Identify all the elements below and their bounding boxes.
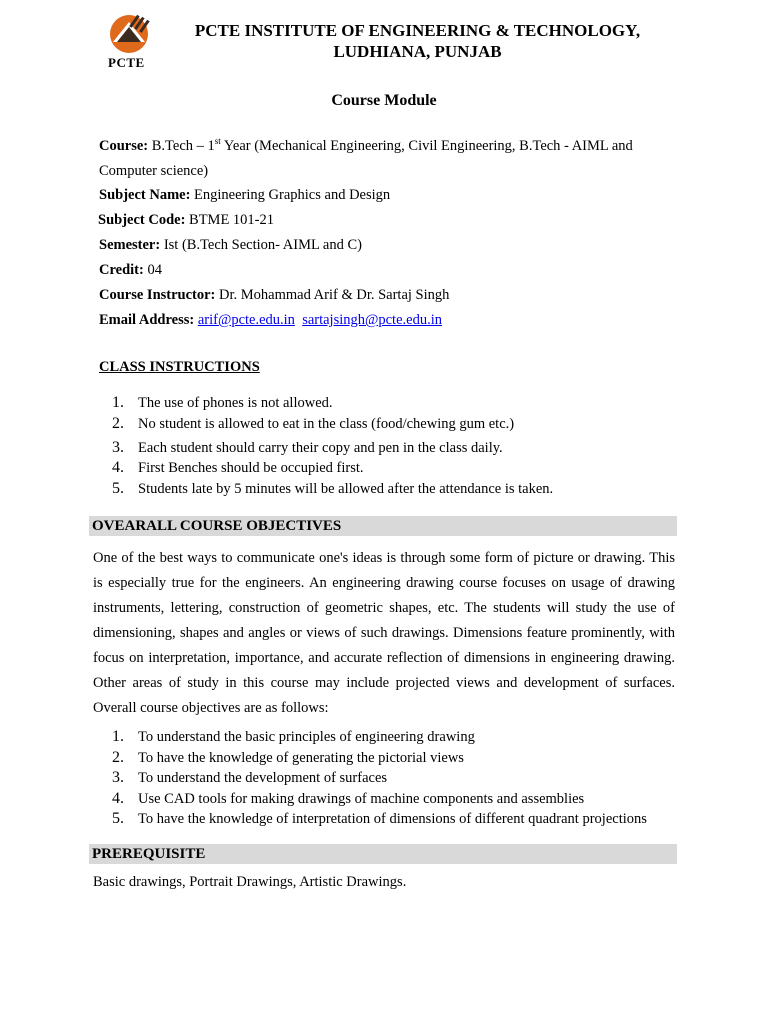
list-item: 2. No student is allowed to eat in the class (food/chewing gum etc.) (112, 414, 515, 432)
list-item: 3. To understand the development of surfaces (112, 769, 388, 786)
subject-code-row (98, 210, 678, 230)
logo-caption: PCTE (108, 55, 145, 70)
subject-code-label: Subject Code: (98, 212, 186, 228)
course-label: Course: (99, 138, 149, 154)
institute-title-line-1: PCTE INSTITUTE OF ENGINEERING & TECHNOLOGY, (194, 21, 641, 40)
instructor-value: Dr. Mohammad Arif & Dr. Sartaj Singh (215, 287, 450, 303)
list-item: 1. The use of phones is not allowed. (112, 394, 333, 411)
list-item: 2. To have the knowledge of generating the pictorial views (112, 748, 464, 766)
subject-code-value: BTME 101-21 (185, 212, 275, 228)
list-item: 5. Students late by 5 minutes will be allowed after the attendance is taken. (112, 479, 554, 497)
course-value-sup: st (214, 136, 221, 147)
subject-name-label: Subject Name: (99, 187, 191, 203)
objectives-list (112, 728, 682, 831)
course-value-post: Year (Mechanical Engineering, Civil Engineering, B.Tech - AIML and Computer science) (99, 138, 633, 179)
objectives-heading: OVEARALL COURSE OBJECTIVES (89, 516, 677, 536)
credit-label: Credit: (99, 262, 144, 278)
institute-title-line-2: LUDHIANA, PUNJAB (333, 42, 502, 61)
prerequisite-heading: PREREQUISITE (89, 844, 677, 864)
subject-name-row (99, 185, 679, 205)
page-title: Course Module (331, 92, 437, 109)
semester-row (99, 235, 679, 255)
credit-value: 04 (143, 262, 162, 278)
list-item: 3. Each student should carry their copy and pen in the class daily. (112, 438, 503, 456)
instructor-row (99, 285, 679, 305)
list-item: 1. To understand the basic principles of engineering drawing (112, 728, 475, 745)
semester-label: Semester: (99, 237, 161, 253)
list-item: 5. To have the knowledge of interpretation of dimensions of different quadrant projections (112, 810, 647, 827)
prerequisite-text: Basic drawings, Portrait Drawings, Artistic Drawings. (93, 874, 407, 890)
class-instructions-heading: CLASS INSTRUCTIONS (99, 359, 260, 375)
email-link-arif[interactable]: arif@pcte.edu.in (197, 312, 295, 328)
list-item: 4. First Benches should be occupied first. (112, 459, 364, 476)
instructor-label: Course Instructor: (99, 287, 216, 303)
course-value-pre: B.Tech – 1 (148, 138, 215, 154)
list-item: 4. Use CAD tools for making drawings of machine components and assemblies (112, 789, 585, 807)
credit-row (99, 260, 679, 280)
email-row (99, 310, 679, 330)
objectives-paragraph: One of the best ways to communicate one's ideas is through some form of picture or drawing. This is especially true for the engineers. An engineering drawing course focuses on usage of drawing instruments, lettering, construction of geometric shapes, etc. The students will study the use of dimensioning, shapes and angles or views of such drawings. Dimensions feature prominently, with focus on interpretation, importance, and accurate reflection of dimensions in engineering drawing. Other areas of study in this course may include projected views and development of surfaces. Overall course objectives are as follows: (93, 550, 675, 716)
course-info (99, 134, 679, 184)
class-instructions-list (112, 394, 682, 500)
subject-name-value: Engineering Graphics and Design (190, 187, 391, 203)
semester-value: Ist (B.Tech Section- AIML and C) (160, 237, 362, 253)
email-label: Email Address: (99, 312, 195, 328)
institute-title (165, 20, 670, 62)
email-link-sartaj[interactable]: sartajsingh@pcte.edu.in (302, 312, 442, 328)
